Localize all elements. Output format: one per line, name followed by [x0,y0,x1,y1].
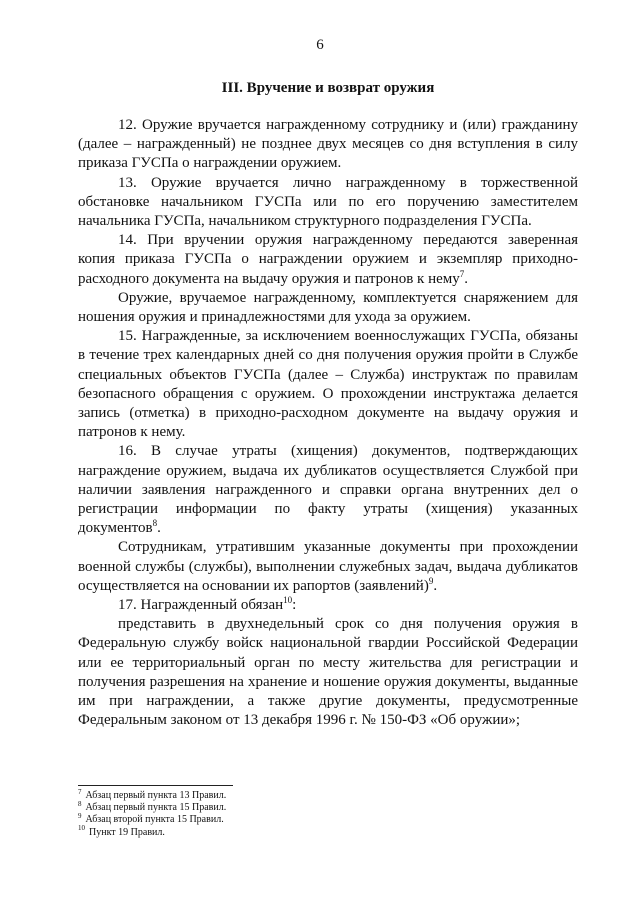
paragraph-text: 14. При вручении оружия награжденному передаются заверенная копия приказа ГУСПа о награждении оружием и экземпляр приходно-расходного документа на выдачу оружия и патронов к нему [78,232,578,287]
paragraph-text: представить в двухнедельный срок со дня получения оружия в Федеральную службу войск национальной гвардии Российской Федерации или ее территориальный орган по месту жительства для регистрации и получения разрешения на хранение и ношение оружия документы, выданные им при награждении, а также другие документы, предусмотренные Федеральным законом от 13 декабря 1996 г. № 150-ФЗ «Об оружии»; [78,616,578,729]
footnote-ref: 8 [152,518,158,529]
paragraph-text: Оружие, вручаемое награжденному, комплектуется снаряжением для ношения оружия и принадлежностями для ухода за оружием. [78,289,578,326]
footnote-item [78,814,478,826]
footnote-text: Абзац второй пункта 15 Правил. [85,814,224,826]
footnote-item [78,824,478,839]
paragraph-text: 17. Награжденный обязан [118,597,284,614]
footnotes [78,787,478,839]
page-number: 6 [316,37,324,53]
paragraph-item-15 [78,327,578,442]
footnote-ref: 9 [428,575,434,586]
footnote-ref: 10 [283,595,293,606]
footnote-item [78,787,478,802]
paragraph-employees [78,538,578,596]
paragraph-text: 15. Награжденные, за исключением военнослужащих ГУСПа, обязаны в течение трех календарных дней со дня получения оружия пройти в Службе специальных объектов ГУСПа (далее – Служба) инструктаж по правилам безопасного обращения с оружием. О прохождении инструктажа делается запись (отметка) в приходно-расходном документе на выдачу оружия и патронов к нему. [78,328,578,441]
paragraph-text: Сотрудникам, утратившим указанные документы при прохождении военной службы (службы), выполнении служебных задач, выдача дубликатов осуществляется на основании их рапортов (заявлений) [78,539,578,594]
footnote-ref: 7 [459,268,465,279]
footnote-text: Абзац первый пункта 13 Правил. [85,790,227,801]
document-body [78,116,578,731]
paragraph-item-13 [78,174,578,232]
footnote-divider [78,785,233,786]
paragraph-text: 16. В случае утраты (хищения) документов, подтверждающих награждение оружием, выдача их дубликатов осуществляется Службой при наличии заявления награжденного и справки органа внутренних дел о регистрации информации по факту утраты (хищения) указанных документов [78,443,578,537]
paragraph-tail: . [464,270,468,287]
paragraph-item-17 [78,596,578,615]
footnote-number: 10 [78,824,85,833]
paragraph-item-14 [78,231,578,289]
paragraph-item-12 [78,116,578,174]
footnote-number: 7 [78,787,82,796]
footnote-number: 8 [78,799,82,808]
paragraph-tail: : [292,597,297,614]
section-title: III. Вручение и возврат оружия [221,80,435,96]
footnote-text: Абзац первый пункта 15 Правил. [85,802,227,814]
paragraph-text: 12. Оружие вручается награжденному сотруднику и (или) гражданину (далее – награжденный) не позднее двух месяцев со дня вступления в силу приказа ГУСПа о награждении оружием. [78,117,578,172]
paragraph-item-16 [78,442,578,538]
paragraph-tail: . [433,577,438,594]
paragraph-tail: . [157,520,161,537]
footnote-item [78,799,478,814]
paragraph-text: 13. Оружие вручается лично награжденному в торжественной обстановке начальником ГУСПа или по его поручению заместителем начальника ГУСПа, начальником структурного подразделения ГУСПа. [78,174,578,230]
footnote-text: Пункт 19 Правил. [89,826,165,838]
paragraph-equipment [78,289,578,327]
footnote-number: 9 [78,812,82,821]
paragraph-obligation [78,615,578,730]
